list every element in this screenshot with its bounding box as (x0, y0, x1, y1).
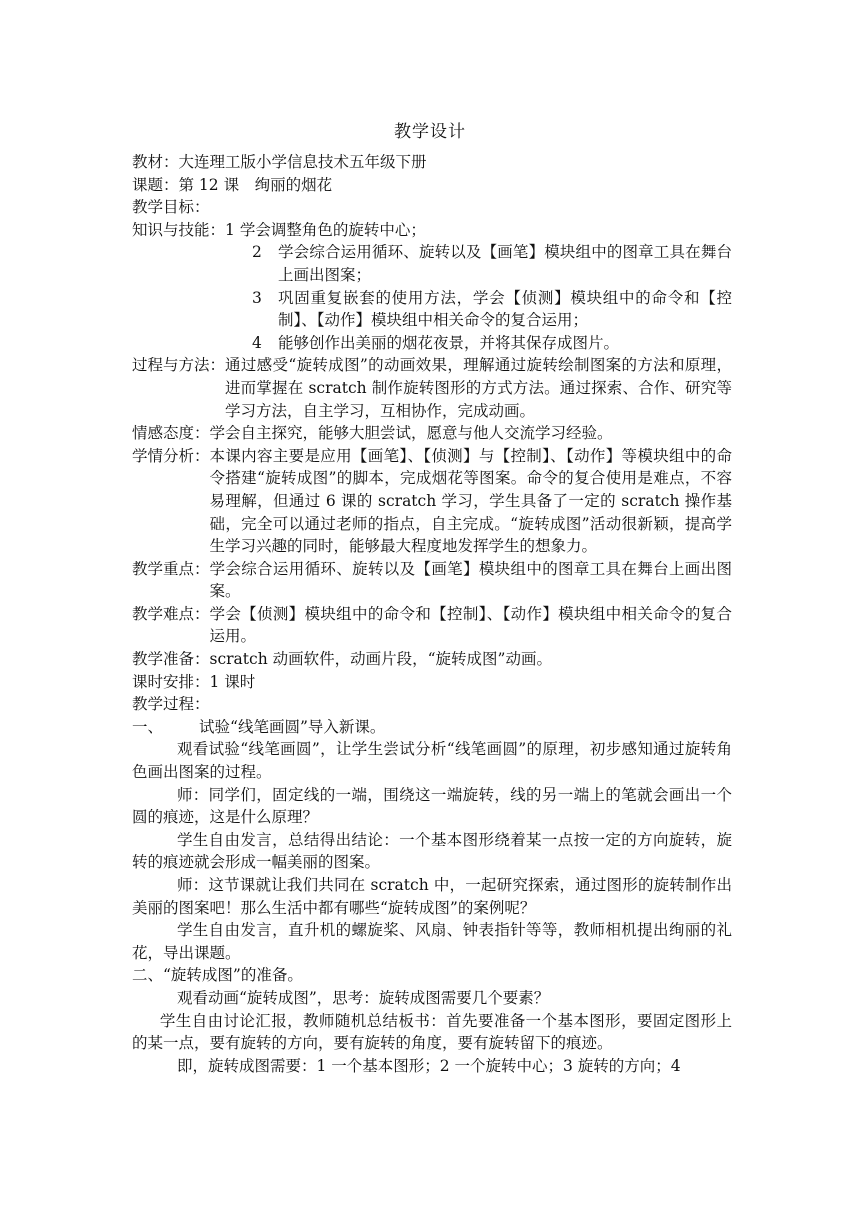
prep-text: scratch 动画软件，动画片段，“旋转成图”动画。 (209, 650, 552, 669)
analysis (132, 445, 732, 558)
section-1-title: 试验“线笔画圆”导入新课。 (199, 717, 386, 736)
difficulty-label: 教学难点： (132, 604, 210, 623)
knowledge-item-1-text: 学会调整角色的旋转中心； (239, 220, 426, 239)
textbook-line: 教材：大连理工版小学信息技术五年级下册 (132, 153, 427, 171)
paragraph-7: 学生自由讨论汇报，教师随机总结板书：首先要准备一个基本图形，要固定图形上的某一点，要有旋转的方向，要有旋转的角度，要有旋转留下的痕迹。 (132, 1011, 732, 1053)
difficulty-text: 学会【侦测】模块组中的命令和【控制】、【动作】模块组中相关命令的复合运用。 (209, 604, 732, 646)
knowledge-item-2-num: 2 (252, 243, 262, 262)
knowledge-item-2-text: 学会综合运用循环、旋转以及【画笔】模块组中的图章工具在舞台上画出图案； (278, 243, 732, 284)
paragraph-8: 即，旋转成图需要：1 一个基本图形；2 一个旋转中心；3 旋转的方向；4 (176, 1056, 681, 1075)
process-label: 过程与方法： (132, 356, 226, 375)
paragraph-1: 观看试验“线笔画圆”，让学生尝试分析“线笔画圆”的原理，初步感知通过旋转角色画出图案的过程。 (132, 740, 732, 782)
difficulty (132, 603, 732, 648)
lesson-line: 课题：第 12 课 绚丽的烟花 (132, 175, 333, 194)
knowledge-item-2 (252, 241, 732, 286)
process-heading: 教学过程： (132, 695, 210, 714)
prep-label: 教学准备： (132, 650, 210, 669)
key-point (132, 558, 732, 603)
preparation (132, 648, 732, 671)
paragraph-5: 学生自由发言，直升机的螺旋桨、风扇、钟表指针等等，教师相机提出绚丽的礼花，导出课题。 (132, 921, 732, 962)
time-label: 课时安排： (132, 672, 210, 691)
process-text: 通过感受“旋转成图”的动画效果，理解通过旋转绘制图案的方法和原理，进而掌握在 scratch 制作旋转图形的方式方法。通过探索、合作、研究等学习方法，自主学习，互相协作，完成动画。 (225, 356, 732, 420)
time-line (132, 671, 732, 694)
attitude (132, 422, 732, 445)
section-2-heading: 二、“旋转成图”的准备。 (132, 966, 303, 985)
key-text: 学会综合运用循环、旋转以及【画笔】模块组中的图章工具在舞台上画出图案。 (209, 559, 732, 601)
paragraph-4: 师：这节课就让我们共同在 scratch 中，一起研究探索，通过图形的旋转制作出美丽的图案吧！那么生活中都有哪些“旋转成图”的案例呢？ (132, 876, 732, 917)
knowledge-line (132, 219, 732, 242)
knowledge-item-1-num: 1 (225, 220, 235, 239)
knowledge-item-3 (252, 287, 732, 332)
knowledge-item-3-text: 巩固重复嵌套的使用方法，学会【侦测】模块组中的命令和【控制】、【动作】模块组中相关命令的复合运用； (278, 288, 732, 330)
paragraph-2: 师：同学们，固定线的一端，围绕这一端旋转，线的另一端上的笔就会画出一个圆的痕迹，这是什么原理？ (132, 785, 732, 827)
analysis-label: 学情分析： (132, 446, 210, 465)
knowledge-label: 知识与技能： (132, 220, 226, 239)
paragraph-6: 观看动画“旋转成图”，思考：旋转成图需要几个要素？ (176, 988, 550, 1007)
key-label: 教学重点： (132, 559, 210, 578)
knowledge-item-4-text: 能够创作出美丽的烟花夜景，并将其保存成图片。 (278, 333, 620, 352)
knowledge-item-4 (252, 332, 732, 355)
time-text: 1 课时 (209, 672, 256, 691)
section-1-num: 一、 (132, 717, 164, 736)
document-title: 教学设计 (394, 122, 466, 142)
attitude-label: 情感态度： (132, 424, 210, 443)
attitude-text: 学会自主探究，能够大胆尝试，愿意与他人交流学习经验。 (209, 424, 613, 443)
knowledge-item-3-num: 3 (252, 288, 262, 307)
section-1-heading (132, 716, 732, 739)
paragraph-3: 学生自由发言，总结得出结论：一个基本图形绕着某一点按一定的方向旋转，旋转的痕迹就会形成一幅美丽的图案。 (132, 830, 732, 872)
knowledge-item-4-num: 4 (252, 333, 262, 352)
process-method (132, 354, 732, 422)
analysis-text: 本课内容主要是应用【画笔】、【侦测】与【控制】、【动作】等模块组中的命令搭建“旋转成图”的脚本，完成烟花等图案。命令的复合使用是难点，不容易理解，但通过 6 课的 scratch 学习，学生具备了一定的 scratch 操作基础，完全可以通过老师的指点，自主完成。“旋转成图”活动很新颖，提高学生学习兴趣的同时，能够最大程度地发挥学生的想象力。 (209, 446, 732, 556)
document-body (132, 151, 732, 1077)
goals-heading: 教学目标： (132, 198, 210, 217)
